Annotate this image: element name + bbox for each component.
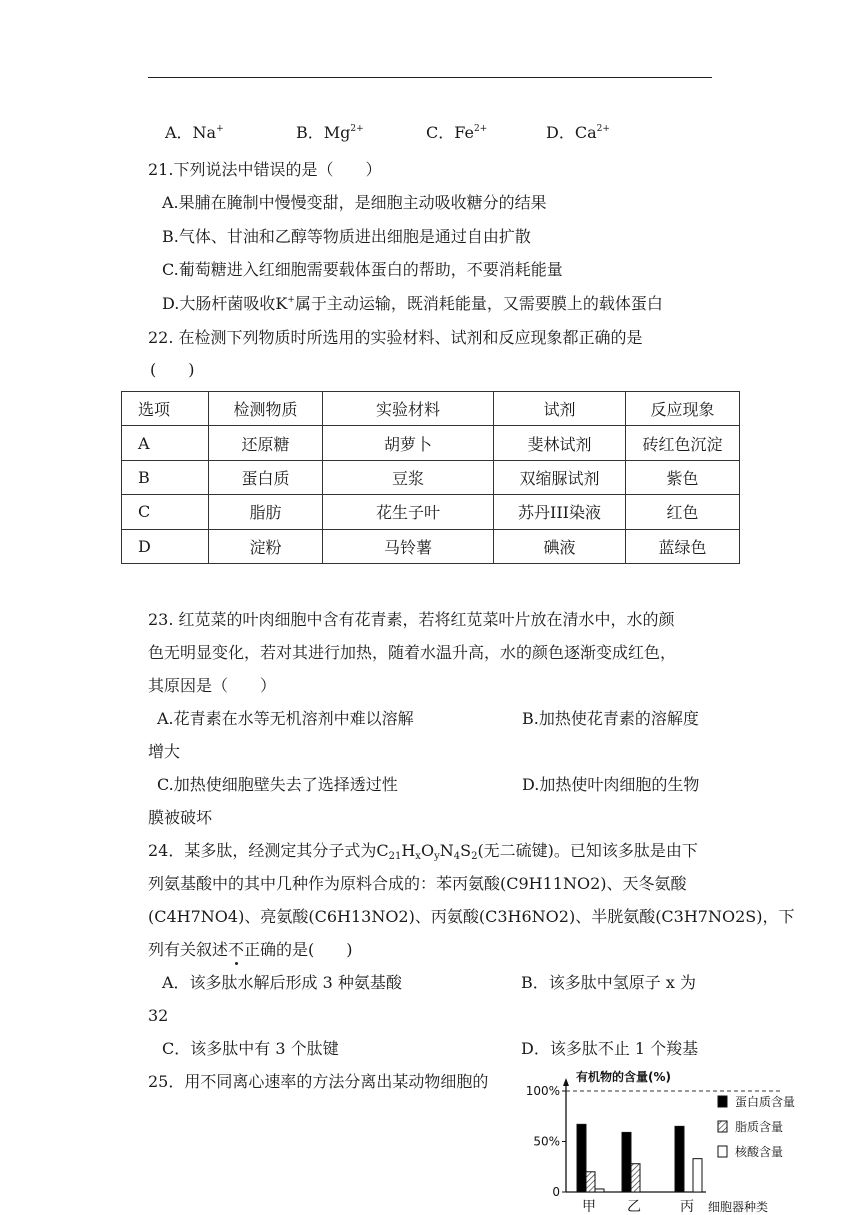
q24-option-c: C．该多肽中有 3 个肽键	[162, 1039, 339, 1058]
formula-part: O	[420, 841, 435, 860]
molecular-formula	[389, 841, 478, 860]
q21-option-d: D.大肠杆菌吸收K+属于主动运输，既消耗能量，又需要膜上的载体蛋白	[162, 294, 663, 313]
table-cell: 蓝绿色	[626, 529, 740, 563]
formula-part: y	[434, 851, 440, 862]
table-cell: 花生子叶	[323, 495, 494, 529]
table-row	[122, 426, 740, 460]
formula-part: 2	[471, 851, 478, 862]
q23-line-2: 色无明显变化，若对其进行加热，随着水温升高，水的颜色逐渐变成红色，	[148, 643, 677, 662]
table-cell: 脂肪	[209, 495, 323, 529]
bar	[693, 1159, 702, 1192]
table-cell: D	[122, 529, 209, 563]
table-cell: 碘液	[494, 529, 626, 563]
table-cell: 双缩脲试剂	[494, 460, 626, 494]
table-cell: C	[122, 495, 209, 529]
formula-part: H	[401, 841, 416, 860]
table-cell: B	[122, 460, 209, 494]
x-tick-label: 乙	[627, 1199, 641, 1215]
table-row	[122, 495, 740, 529]
q22-table	[121, 391, 740, 564]
q23-option-d: D.加热使叶肉细胞的生物	[522, 775, 700, 794]
y-axis-arrow	[563, 1078, 569, 1086]
q24-line-1: 24．某多肽，经测定其分子式为$C_{21}H_xO_yN_4S_2$(无二硫键)。已知该多肽是由下	[148, 841, 698, 862]
q24-line-4: 列有关叙述不正确的是( )	[148, 940, 353, 959]
table-header-cell: 检测物质	[209, 392, 323, 426]
q20-option-d: D．$Ca^{2+}$	[546, 123, 610, 142]
table-cell: 还原糖	[209, 426, 323, 460]
table-row	[122, 529, 740, 563]
legend-swatch	[718, 1121, 727, 1132]
q23-option-c: C.加热使细胞壁失去了选择透过性	[157, 775, 398, 794]
top-rule	[148, 77, 712, 78]
table-cell: 红色	[626, 495, 740, 529]
table-cell: 豆浆	[323, 460, 494, 494]
q21-option-c: C.葡萄糖进入红细胞需要载体蛋白的帮助，不要消耗能量	[162, 260, 563, 279]
bar	[631, 1164, 640, 1192]
table-cell: 斐林试剂	[494, 426, 626, 460]
q25-stem: 25．用不同离心速率的方法分离出某动物细胞的	[148, 1072, 489, 1091]
table-cell: A	[122, 426, 209, 460]
legend-label: 核酸含量	[735, 1145, 784, 1159]
q23-line-1: 23. 红苋菜的叶肉细胞中含有花青素，若将红苋菜叶片放在清水中，水的颜	[148, 610, 675, 629]
table-cell: 苏丹III染液	[494, 495, 626, 529]
q21-option-b: B.气体、甘油和乙醇等物质进出细胞是通过自由扩散	[162, 227, 531, 246]
q24-line-3: (C4H7NO4)、亮氨酸(C6H13NO2)、丙氨酸(C3H6NO2)、半胱氨酸(C3H7NO2S)，下	[148, 907, 795, 926]
q23-option-a: A.花青素在水等无机溶剂中难以溶解	[157, 709, 414, 728]
table-header-row	[122, 392, 740, 426]
legend-swatch	[718, 1096, 727, 1107]
table-cell: 蛋白质	[209, 460, 323, 494]
y-tick-label: 50%	[533, 1134, 560, 1149]
table-header-cell: 试剂	[494, 392, 626, 426]
x-tick-label: 丙	[680, 1199, 694, 1215]
legend-label: 蛋白质含量	[735, 1095, 796, 1109]
formula-part: 4	[453, 851, 461, 862]
x-tick-label: 甲	[582, 1199, 596, 1215]
formula-part: x	[415, 851, 421, 862]
table-header-cell: 实验材料	[323, 392, 494, 426]
formula-part: S	[460, 841, 472, 860]
chart-title: 有机物的含量(%)	[576, 1070, 671, 1084]
q22-stem: 22. 在检测下列物质时所选用的实验材料、试剂和反应现象都正确的是	[148, 328, 643, 347]
legend-swatch	[718, 1146, 727, 1157]
q24-option-d: D．该多肽不止 1 个羧基	[521, 1039, 699, 1058]
q20-option-b: B．$Mg^{2+}$	[296, 123, 364, 142]
bar	[577, 1124, 586, 1192]
bar	[675, 1126, 684, 1192]
q20-option-a: A．Na+	[165, 123, 224, 142]
table-cell: 马铃薯	[323, 529, 494, 563]
formula-part: N	[439, 841, 454, 860]
q24-option-a: A．该多肽水解后形成 3 种氨基酸	[162, 973, 402, 992]
q21-option-a: A.果脯在腌制中慢慢变甜，是细胞主动吸收糖分的结果	[162, 193, 547, 212]
table-cell: 淀粉	[209, 529, 323, 563]
y-tick-label: 100%	[525, 1084, 560, 1098]
x-axis-label: 细胞器种类	[708, 1200, 769, 1214]
table-row	[122, 460, 740, 494]
q24-option-b-cont: 32	[148, 1006, 169, 1025]
q21-stem: 21.下列说法中错误的是（ ）	[148, 160, 382, 179]
y-tick-label: 0	[552, 1185, 560, 1199]
q23-option-b: B.加热使花青素的溶解度	[522, 709, 699, 728]
q23-option-b-cont: 增大	[148, 742, 181, 761]
table-cell: 胡萝卜	[323, 426, 494, 460]
legend-label: 脂质含量	[735, 1120, 784, 1134]
bar	[586, 1172, 595, 1192]
table-header-cell: 选项	[122, 392, 209, 426]
emphasis-dot-char: 不	[228, 940, 245, 959]
table-cell: 砖红色沉淀	[626, 426, 740, 460]
bar	[595, 1189, 604, 1192]
q23-option-d-cont: 膜被破坏	[148, 808, 213, 827]
q24-option-b: B．该多肽中氢原子 x 为	[521, 973, 696, 992]
q24-line-2: 列氨基酸中的其中几种作为原料合成的：苯丙氨酸(C9H11NO2)、天冬氨酸	[148, 874, 687, 893]
table-header-cell: 反应现象	[626, 392, 740, 426]
q23-line-3: 其原因是（ ）	[148, 676, 277, 695]
table-cell: 紫色	[626, 460, 740, 494]
formula-part: 21	[388, 851, 402, 862]
bar	[622, 1132, 631, 1192]
q22-paren: ( )	[150, 360, 195, 379]
organelle-chart	[520, 1062, 820, 1215]
q20-option-c: C．$Fe^{2+}$	[426, 123, 488, 142]
